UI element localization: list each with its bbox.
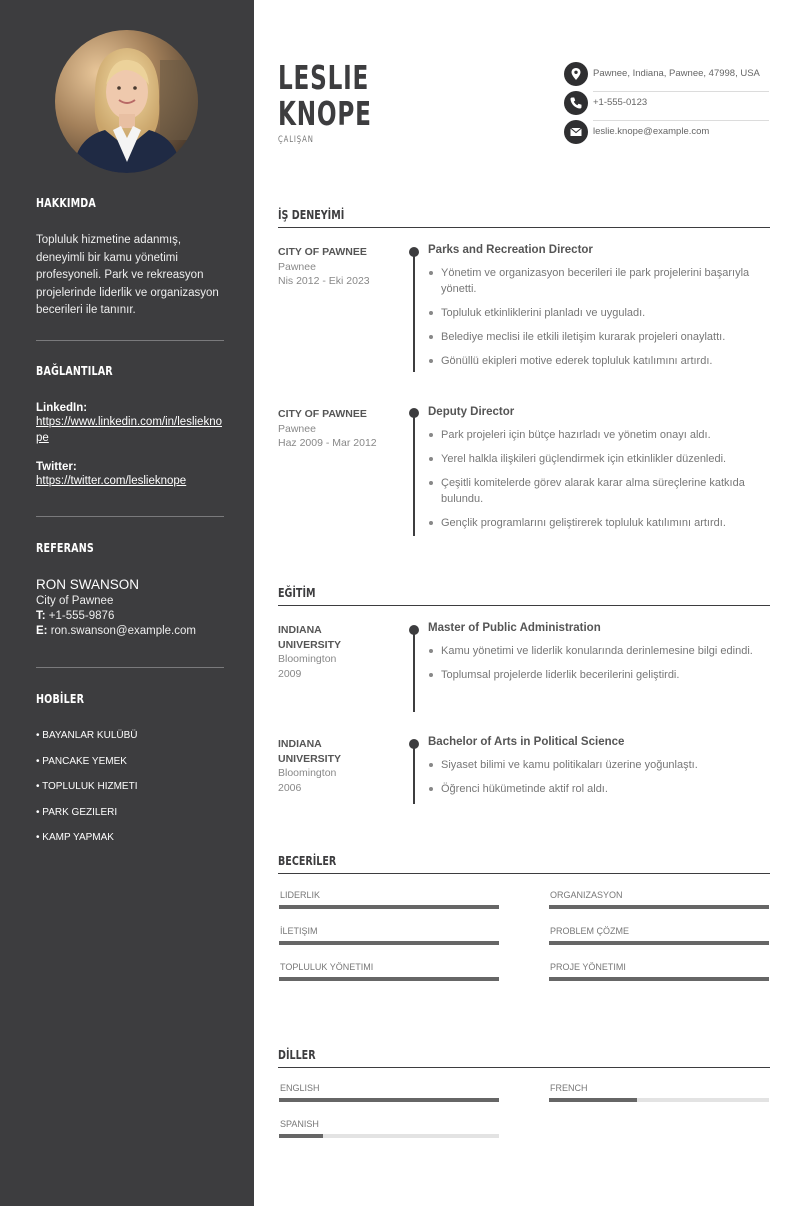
skill-bar-track: [279, 941, 499, 945]
bullet-list: [428, 757, 770, 797]
language-bar-fill: [549, 1098, 637, 1102]
candidate-name: [278, 60, 372, 132]
bullet-item: Siyaset bilimi ve kamu politikaları üzerine yoğunlaştı.: [428, 757, 770, 773]
contact-phone: [564, 91, 769, 115]
section-rule: [278, 605, 770, 606]
timeline-dot: [409, 247, 419, 257]
language-name: SPANISH: [280, 1119, 319, 1129]
language-bar-fill: [279, 1134, 323, 1138]
skill-item: [279, 962, 499, 972]
skill-bar-fill: [279, 905, 499, 909]
skill-bar-fill: [279, 977, 499, 981]
bullet-item: Belediye meclisi ile etkili iletişim kurarak projeleri onaylattı.: [428, 329, 770, 345]
experience-details: [428, 244, 770, 377]
phone-text: +1-555-0123: [593, 97, 648, 108]
bullet-list: [428, 427, 770, 531]
bullet-item: Çeşitli komitelerde görev alarak karar alma süreçlerine katkıda bulundu.: [428, 475, 770, 507]
section-rule: [278, 1067, 770, 1068]
bullet-item: Yerel halkla ilişkileri güçlendirmek için etkinlikler düzenledi.: [428, 451, 770, 467]
education-details: [428, 736, 770, 805]
reference-name: RON SWANSON: [36, 577, 140, 592]
language-name: FRENCH: [550, 1083, 588, 1093]
bullet-item: Toplumsal projelerde liderlik becerilerini geliştirdi.: [428, 667, 770, 683]
linkedin-label: LinkedIn:: [36, 402, 88, 414]
skill-bar-track: [279, 977, 499, 981]
graduation-year: 2009: [278, 667, 302, 680]
skill-item: [279, 890, 499, 900]
skill-name: PROJE YÖNETIMI: [550, 962, 626, 972]
profile-photo: [55, 30, 198, 173]
envelope-icon: [564, 120, 588, 144]
employer: CITY OF PAWNEE: [278, 408, 367, 420]
twitter-label: Twitter:: [36, 461, 77, 473]
institution: INDIANA UNIVERSITY: [278, 738, 342, 765]
reference-section: [36, 540, 224, 637]
section-rule: [278, 227, 770, 228]
institution-location: Bloomington: [278, 653, 337, 665]
portrait-image: [55, 30, 198, 173]
bullet-item: Gönüllü ekipleri motive ederek topluluk katılımını artırdı.: [428, 353, 770, 369]
degree-title: Bachelor of Arts in Political Science: [428, 736, 625, 748]
employment-dates: Haz 2009 - Mar 2012: [278, 437, 377, 449]
bullet-item: Topluluk etkinliklerini planladı ve uyguladı.: [428, 305, 770, 321]
about-heading: HAKKIMDA: [36, 195, 96, 210]
institution-location: Bloomington: [278, 767, 337, 779]
timeline-dot: [409, 739, 419, 749]
education-heading: EĞİTİM: [278, 585, 316, 600]
last-name: KNOPE: [278, 94, 372, 133]
employer: CITY OF PAWNEE: [278, 246, 367, 258]
institution: INDIANA UNIVERSITY: [278, 624, 342, 651]
employer-location: Pawnee: [278, 260, 316, 273]
language-item: [279, 1119, 499, 1129]
reference-phone: +1-555-9876: [48, 610, 115, 622]
language-bar-fill: [279, 1098, 499, 1102]
reference-heading: REFERANS: [36, 540, 94, 555]
role-title: Deputy Director: [428, 406, 515, 418]
language-item: [549, 1083, 769, 1093]
employment-dates: Nis 2012 - Eki 2023: [278, 275, 370, 287]
section-rule: [278, 873, 770, 874]
about-text: Topluluk hizmetine adanmış, deneyimli bir kamu yönetimi profesyoneli. Park ve rekreasyon projelerinde liderlik ve organizasyon becerileri ile tanınır.: [36, 234, 219, 316]
about-section: [36, 195, 224, 320]
sidebar: [0, 0, 254, 1206]
education-meta: [278, 737, 398, 795]
bullet-item: Öğrenci hükümetinde aktif rol aldı.: [428, 781, 770, 797]
skill-bar-fill: [279, 941, 499, 945]
graduation-year: 2006: [278, 781, 302, 794]
experience-meta: [278, 245, 398, 289]
skill-bar-track: [549, 905, 769, 909]
skill-bar-fill: [549, 941, 769, 945]
hobby-item: • PARK GEZILERI: [36, 806, 118, 818]
timeline-line: [413, 744, 415, 804]
skill-item: [549, 962, 769, 972]
timeline-line: [413, 414, 415, 536]
language-bar-track: [549, 1098, 769, 1102]
reference-phone-row: [36, 610, 224, 622]
experience-meta: [278, 407, 398, 451]
experience-details: [428, 406, 770, 539]
job-title: ÇALIŞAN: [278, 135, 314, 145]
skill-item: [279, 926, 499, 936]
experience-heading: İŞ DENEYİMİ: [278, 207, 345, 222]
timeline-dot: [409, 408, 419, 418]
skills-heading: BECERİLER: [278, 853, 337, 868]
hobby-item: • PANCAKE YEMEK: [36, 755, 127, 767]
divider: [36, 667, 224, 668]
language-name: ENGLISH: [280, 1083, 320, 1093]
language-bar-track: [279, 1134, 499, 1138]
contact-address: [564, 62, 769, 86]
language-item: [279, 1083, 499, 1093]
role-title: Parks and Recreation Director: [428, 244, 593, 256]
languages-heading: DİLLER: [278, 1047, 316, 1062]
reference-company: City of Pawnee: [36, 595, 114, 607]
skill-name: İLETIŞIM: [280, 926, 318, 936]
reference-email-row: [36, 625, 224, 637]
email-text[interactable]: leslie.knope@example.com: [593, 126, 710, 137]
twitter-link[interactable]: https://twitter.com/leslieknope: [36, 475, 187, 487]
education-details: [428, 622, 770, 691]
timeline-line: [413, 252, 415, 372]
bullet-list: [428, 265, 770, 369]
first-name: LESLIE: [278, 58, 370, 97]
education-meta: [278, 623, 398, 681]
hobbies-section: [36, 691, 224, 858]
contact-email: [564, 120, 769, 144]
skill-bar-track: [279, 905, 499, 909]
skill-bar-fill: [549, 977, 769, 981]
skill-name: LIDERLIK: [280, 890, 321, 900]
skill-item: [549, 890, 769, 900]
skill-bar-track: [549, 941, 769, 945]
bullet-list: [428, 643, 770, 683]
location-pin-icon: [564, 62, 588, 86]
skill-bar-track: [549, 977, 769, 981]
timeline-line: [413, 630, 415, 712]
reference-email-label: E:: [36, 625, 48, 637]
hobbies-heading: HOBİLER: [36, 691, 85, 706]
reference-phone-label: T:: [36, 610, 46, 622]
divider: [36, 516, 224, 517]
linkedin-link[interactable]: https://www.linkedin.com/in/leslieknope: [36, 416, 222, 444]
skill-name: TOPLULUK YÖNETIMI: [280, 962, 374, 972]
language-bar-track: [279, 1098, 499, 1102]
reference-email[interactable]: ron.swanson@example.com: [50, 625, 196, 637]
timeline-dot: [409, 625, 419, 635]
hobby-item: • BAYANLAR KULÜBÜ: [36, 730, 138, 741]
hobby-item: • TOPLULUK HIZMETI: [36, 781, 138, 792]
skill-bar-fill: [549, 905, 769, 909]
degree-title: Master of Public Administration: [428, 622, 601, 634]
skill-item: [549, 926, 769, 936]
bullet-item: Kamu yönetimi ve liderlik konularında derinlemesine bilgi edindi.: [428, 643, 770, 659]
links-heading: BAĞLANTILAR: [36, 363, 113, 378]
phone-icon: [564, 91, 588, 115]
bullet-item: Yönetim ve organizasyon becerileri ile park projelerini başarıyla yönetti.: [428, 265, 770, 297]
employer-location: Pawnee: [278, 422, 316, 435]
hobby-item: • KAMP YAPMAK: [36, 832, 114, 843]
address-text: Pawnee, Indiana, Pawnee, 47998, USA: [593, 68, 760, 79]
skill-name: PROBLEM ÇÖZME: [550, 926, 630, 936]
divider: [36, 340, 224, 341]
skill-name: ORGANIZASYON: [550, 890, 623, 900]
bullet-item: Park projeleri için bütçe hazırladı ve yönetim onayı aldı.: [428, 427, 770, 443]
bullet-item: Gençlik programlarını geliştirerek topluluk katılımını artırdı.: [428, 515, 770, 531]
links-section: [36, 363, 224, 489]
